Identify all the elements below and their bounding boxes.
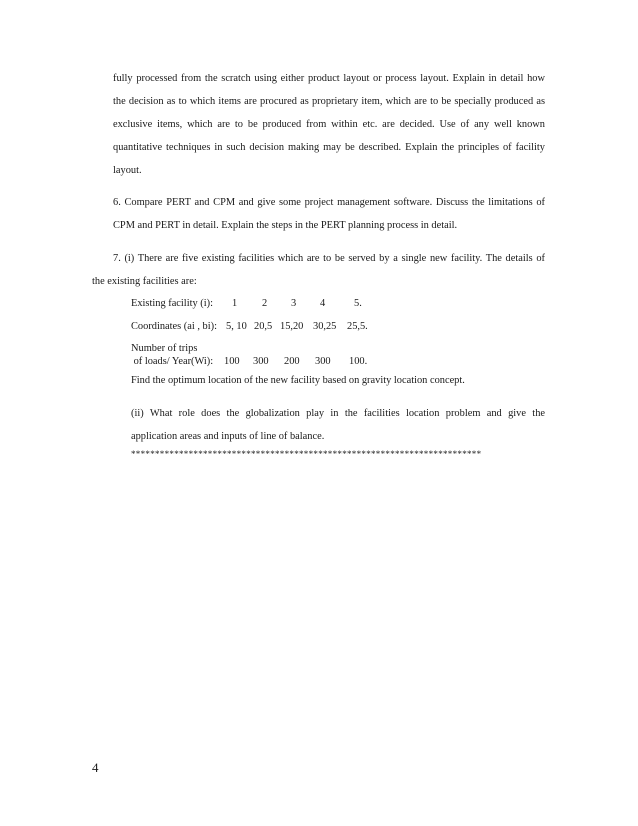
q6-line-1: 6. Compare PERT and CPM and give some project management software. Discuss the limitations of: [113, 197, 545, 208]
trips-value: 100: [224, 356, 240, 367]
stars-separator: *************************************************************************: [131, 449, 482, 459]
coordinate-value: 30,25: [313, 321, 337, 332]
facility-row: [0, 297, 638, 311]
q7-intro-line-2: the existing facilities are:: [92, 276, 197, 287]
trips-label-line-1: Number of trips: [131, 343, 198, 354]
facility-value: 2: [262, 298, 268, 309]
para1-line-1: fully processed from the scratch using either product layout or process layout. Explain in detail how: [113, 73, 545, 84]
q7-part2-line-1: (ii) What role does the globalization play in the facilities location problem and give the: [131, 408, 545, 419]
trips-value: 200: [284, 356, 300, 367]
para1-line-4: quantitative techniques in such decision making may be described. Explain the principles of facility: [113, 142, 545, 153]
q6-line-2: CPM and PERT in detail. Explain the steps in the PERT planning process in detail.: [113, 220, 458, 231]
para1-line-5: layout.: [113, 165, 142, 176]
coordinates-row: [0, 320, 638, 334]
q7-intro-line-1: 7. (i) There are five existing facilities which are to be served by a single new facility. The details of: [113, 253, 545, 264]
trips-row: [0, 355, 638, 369]
facility-value: 1: [232, 298, 238, 309]
coordinate-value: 5, 10: [226, 321, 247, 332]
facility-value: 5.: [354, 298, 362, 309]
q7-find-line: Find the optimum location of the new facility based on gravity location concept.: [131, 375, 465, 386]
coordinate-value: 25,5.: [347, 321, 368, 332]
trips-value: 300: [253, 356, 269, 367]
coordinate-value: 15,20: [280, 321, 304, 332]
page-number: 4: [92, 760, 99, 775]
coordinate-value: 20,5: [254, 321, 273, 332]
facility-value: 3: [291, 298, 297, 309]
para1-line-2: the decision as to which items are procured as proprietary item, which are to be specially produced as: [113, 96, 545, 107]
q7-part2-line-2: application areas and inputs of line of balance.: [131, 431, 325, 442]
facility-value: 4: [320, 298, 326, 309]
coordinates-label: Coordinates (ai , bi):: [131, 321, 217, 332]
facility-label: Existing facility (i):: [131, 298, 213, 309]
trips-value: 300: [315, 356, 331, 367]
trips-value: 100.: [349, 356, 368, 367]
trips-label: of loads/ Year(Wi):: [131, 356, 214, 367]
para1-line-3: exclusive items, which are to be produced from within etc. are decided. Use of any well known: [113, 119, 545, 130]
